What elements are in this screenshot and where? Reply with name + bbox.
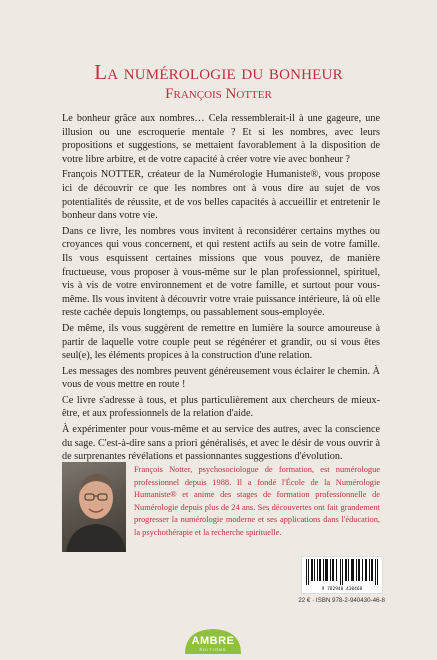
author-portrait-icon bbox=[62, 462, 126, 552]
blurb-paragraph: Dans ce livre, les nombres vous invitent à reconsidérer certains mythes ou croyances qui vous concernent, et qui restent actifs au sein de votre famille. Ils vous esquissent certaines missions que vous pouvez, de manière fructueuse, vous proposer à vous-même sur le plan professionnel, spirituel, vis à vis de votre environnement et de votre famille, et surtout pour vous-même. Ils vous invitent à découvrir votre vraie puissance intérieure, là où elle reste cachée depuis longtemps, ou passablement sous-employée. bbox=[62, 225, 380, 319]
blurb-paragraph: Le bonheur grâce aux nombres… Cela ressemblerait-il à une gageure, une illusion ou une escroquerie mentale ? Et si les nombres, avec leurs propositions et suggestions, se mettaient favorablement à la disposition de votre libre arbitre, et de votre capacité à créer votre vie avec bonheur ? bbox=[62, 113, 380, 165]
author-photo bbox=[62, 462, 126, 552]
barcode-number: 9 782940 430468 bbox=[321, 587, 363, 592]
author-bio-section bbox=[62, 462, 380, 554]
publisher-name: AMBRE bbox=[191, 635, 235, 647]
book-title: La numérologie du bonheur bbox=[94, 60, 343, 84]
blurb-paragraph: François NOTTER, créateur de la Numérologie Humaniste®, vous propose ici de découvrir ce que les nombres ont à vous dire au sujet de vos potentialités de réussite, et de vos belles capacités à accueillir et entretenir le bonheur dans votre vie. bbox=[62, 169, 380, 222]
blurb-paragraph: De même, ils vous suggèrent de remettre en lumière la source amoureuse à partir de laquelle votre couple peut se régénérer et grandir, ou si vous êtes seul(e), les éléments propices à la construction d'une relation. bbox=[62, 322, 380, 362]
barcode-icon bbox=[306, 559, 378, 585]
price-isbn: 22 € · ISBN 978-2-940430-46-8 bbox=[298, 597, 385, 604]
publisher-logo bbox=[181, 626, 245, 656]
blurb-paragraph: À expérimenter pour vous-même et au service des autres, avec la conscience du sage. C'est-à-dire sans a priori généralisés, et avec le désir de vous ouvrir à de surprenantes révélations et passionnantes suggestions d'évolution. bbox=[62, 424, 380, 463]
blurb bbox=[62, 112, 380, 466]
blurb-paragraph: Les messages des nombres peuvent généreusement vous éclairer le chemin. À vous de vous mettre en route ! bbox=[62, 365, 380, 391]
author-bio: François Notter, psychosociologue de formation, est numérologue professionnel depuis 1988. Il a fondé l'École de la Numérologie Humaniste® et anime des stages de formation professionnelle de Numérologie depuis plus de 24 ans. Ses découvertes ont fait grandement progresser la numérologie moderne et ses applications dans l'éducation, la psychothérapie et la recherche spirituelle. bbox=[134, 465, 380, 537]
barcode bbox=[301, 556, 383, 594]
book-author: François Notter bbox=[165, 86, 272, 102]
blurb-paragraph: Ce livre s'adresse à tous, et plus particulièrement aux chercheurs de mieux-être, et aux professionnels de la relation d'aide. bbox=[62, 394, 380, 420]
publisher-sub: ÉDITIONS bbox=[199, 647, 227, 652]
